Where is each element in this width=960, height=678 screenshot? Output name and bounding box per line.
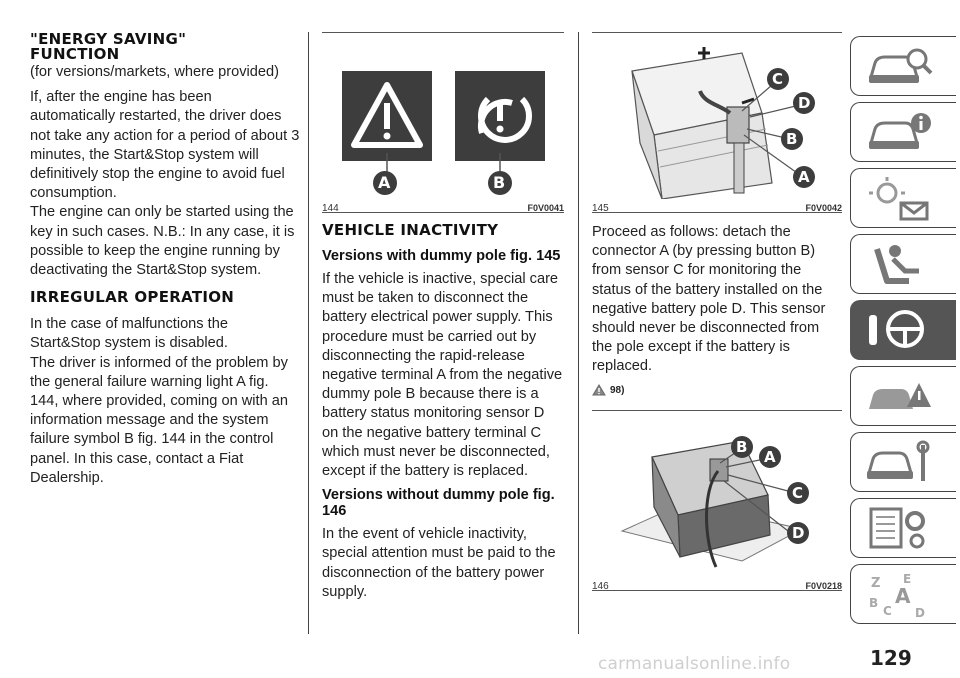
- fig145-label-a: A: [798, 168, 810, 186]
- figure-number: 144: [322, 203, 339, 214]
- column-divider-2: [578, 32, 579, 634]
- svg-text:B: B: [869, 596, 879, 610]
- figure-145: [592, 32, 842, 213]
- warning-triangle-icon: [592, 384, 606, 396]
- figure-144-caption: [322, 199, 564, 213]
- battery-without-dummy-pole-illustration: [592, 411, 842, 577]
- svg-text:A: A: [895, 584, 911, 608]
- column-right: [592, 32, 842, 591]
- energy-saving-paragraph-2: The engine can only be started using the key in such cases. N.B.: In any case, it is possible to keep the engine running by deactivating the Start&Stop system.: [30, 204, 295, 279]
- airbag-seat-icon: [865, 241, 935, 289]
- fig145-label-d: D: [798, 94, 811, 112]
- figure-145-art: [592, 33, 842, 199]
- irregular-operation-paragraph-2: The driver is informed of the problem by the general failure warning light A fig. 144, where provided, coming on with an information message and the system failure symbol B fig. 144 in the control panel. In this case, contact a Fiat Dealership.: [30, 354, 288, 486]
- with-dummy-pole-heading: Versions with dummy pole fig. 145: [322, 248, 561, 264]
- proceed-paragraph: Proceed as follows: detach the connector A (by pressing button B) from sensor C for monitoring the status of the battery installed on the negative battery pole D. This sensor should never be disconnected from the pole except if the battery is replaced.: [592, 224, 826, 375]
- watermark: carmanualsonline.info: [598, 654, 791, 674]
- column-left: [30, 32, 300, 488]
- figure-146: [592, 410, 842, 591]
- column-divider-1: [308, 32, 309, 634]
- page-number: 129: [870, 646, 912, 670]
- car-search-icon: [865, 43, 935, 91]
- car-info-icon: [865, 109, 935, 157]
- figure-code: F0V0041: [527, 203, 564, 213]
- index-letters-icon: [865, 571, 935, 619]
- tab-knowing-instrument-panel[interactable]: [850, 102, 956, 162]
- tab-servicing-and-maintenance[interactable]: [850, 498, 956, 558]
- tab-in-an-emergency[interactable]: [850, 432, 956, 492]
- energy-saving-heading: "ENERGY SAVING" FUNCTION: [30, 30, 187, 63]
- warning-reference[interactable]: [592, 381, 842, 400]
- fig146-label-a: A: [764, 447, 776, 466]
- figure-144-art: [322, 33, 564, 199]
- irregular-operation-heading: IRREGULAR OPERATION: [30, 288, 235, 307]
- without-dummy-pole-heading: Versions without dummy pole fig. 146: [322, 487, 555, 520]
- car-tools-icon: [865, 439, 935, 487]
- tab-starting-and-driving[interactable]: [850, 300, 956, 360]
- energy-saving-paragraph-1: If, after the engine has been automatically restarted, the driver does not take any action for a period of about 3 minutes, the Start&Stop system will definitively stop the engine to avoid fuel consumption.: [30, 89, 300, 202]
- key-steering-wheel-icon: [865, 307, 935, 355]
- figure-145-caption: [592, 199, 842, 213]
- figure-code: F0V0218: [805, 580, 842, 591]
- figure-number: 146: [592, 580, 609, 592]
- tab-airbag[interactable]: [850, 234, 956, 294]
- fig144-label-b: B: [493, 173, 506, 192]
- car-breakdown-icon: [865, 373, 935, 421]
- column-middle: [322, 32, 564, 602]
- svg-text:Z: Z: [871, 576, 881, 591]
- vehicle-inactivity-heading: VEHICLE INACTIVITY: [322, 221, 499, 239]
- figure-code: F0V0042: [805, 203, 842, 213]
- svg-text:D: D: [915, 606, 925, 619]
- without-dummy-pole-paragraph: In the event of vehicle inactivity, special attention must be paid to the disconnection of the battery power supply.: [322, 526, 556, 600]
- fig146-label-c: C: [792, 483, 804, 502]
- fig146-label-d: D: [792, 523, 805, 542]
- figure-number: 145: [592, 203, 609, 214]
- warning-reference-number: 98): [610, 384, 625, 396]
- tab-safety[interactable]: [850, 168, 956, 228]
- tab-warning-lights[interactable]: [850, 366, 956, 426]
- fig145-label-c: C: [772, 70, 784, 88]
- svg-text:E: E: [903, 572, 912, 586]
- fig146-label-b: B: [736, 437, 748, 456]
- figure-146-art: [592, 411, 842, 577]
- fig145-label-b: B: [786, 130, 798, 148]
- fig144-label-a: A: [378, 173, 391, 192]
- tab-knowing-your-car[interactable]: [850, 36, 956, 96]
- svg-text:C: C: [883, 604, 892, 618]
- tab-index[interactable]: [850, 564, 956, 624]
- settings-list-icon: [865, 505, 935, 553]
- energy-saving-note: (for versions/markets, where provided): [30, 64, 279, 80]
- figure-144: [322, 32, 564, 213]
- figure-146-caption: [592, 577, 842, 591]
- irregular-operation-paragraph-1: In the case of malfunctions the Start&Stop system is disabled.: [30, 316, 228, 352]
- with-dummy-pole-paragraph: If the vehicle is inactive, special care must be taken to disconnect the battery electrical power supply. This procedure must be carried out by disconnecting the rapid-release negative terminal A from the negative dummy pole B because there is a battery status monitoring sensor D on the negative battery terminal C which must never be disconnected, except if the battery is replaced.: [322, 271, 563, 480]
- warning-lights-icon: [865, 175, 935, 223]
